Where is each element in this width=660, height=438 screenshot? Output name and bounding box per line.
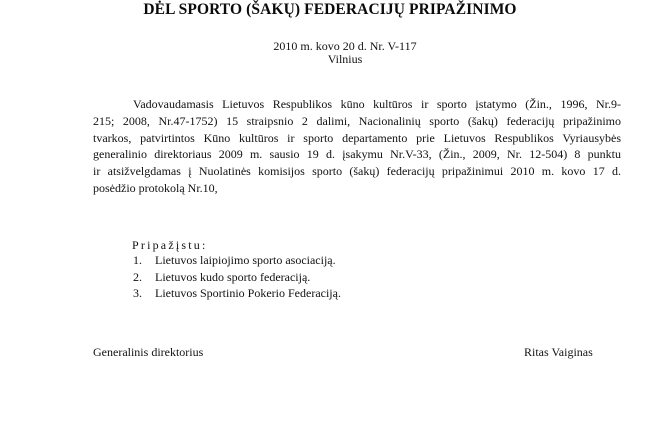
date-number: 2010 m. kovo 20 d. Nr. V-117	[273, 39, 417, 53]
paragraph-line: posėdžio protokolą Nr.10,	[93, 180, 218, 195]
paragraph-line: ir atsižvelgdamas į Nuolatinės komisijos sporto (šakų) federacijų pripažinimui 2010 m. kovo 17 d.	[93, 164, 621, 179]
signatory-position: Generalinis direktorius	[93, 345, 204, 359]
preamble-paragraph	[93, 96, 621, 197]
paragraph-line: tvarkos, patvirtintos Kūno kultūros ir sporto departamento prie Lietuvos Respublikos Vyriausybės	[93, 130, 621, 145]
recognized-federations-list	[133, 252, 341, 302]
list-item-text: Lietuvos Sportinio Pokerio Federaciją.	[155, 286, 341, 300]
list-item-number: 1.	[133, 253, 142, 267]
list-item	[133, 252, 341, 269]
city: Vilnius	[327, 52, 363, 66]
document-title: DĖL SPORTO (ŠAKŲ) FEDERACIJŲ PRIPAŽINIMO	[143, 1, 517, 18]
list-item-text: Lietuvos kudo sporto federaciją.	[155, 269, 311, 284]
list-item	[133, 285, 341, 302]
decree-word: Pripažįstu:	[132, 238, 208, 252]
list-item-number: 2.	[133, 269, 142, 284]
paragraph-line: Vadovaudamasis Lietuvos Respublikos kūno kultūros ir sporto įstatymo (Žin., 1996, Nr.9-	[133, 97, 621, 111]
paragraph-line: 215; 2008, Nr.47-1752) 15 straipsnio 2 dalimi, Nacionalinių sporto (šakų) federacijų pripažinimo	[93, 113, 621, 128]
signatory-name: Ritas Vaiginas	[524, 345, 593, 359]
paragraph-line: generalinio direktoriaus 2009 m. sausio 19 d. įsakymu Nr.V-33, (Žin., 2009, Nr. 12-504) 8 punktu	[93, 147, 621, 162]
list-item-number: 3.	[133, 286, 142, 300]
list-item-text: Lietuvos laipiojimo sporto asociaciją.	[155, 253, 336, 267]
list-item	[133, 269, 341, 286]
